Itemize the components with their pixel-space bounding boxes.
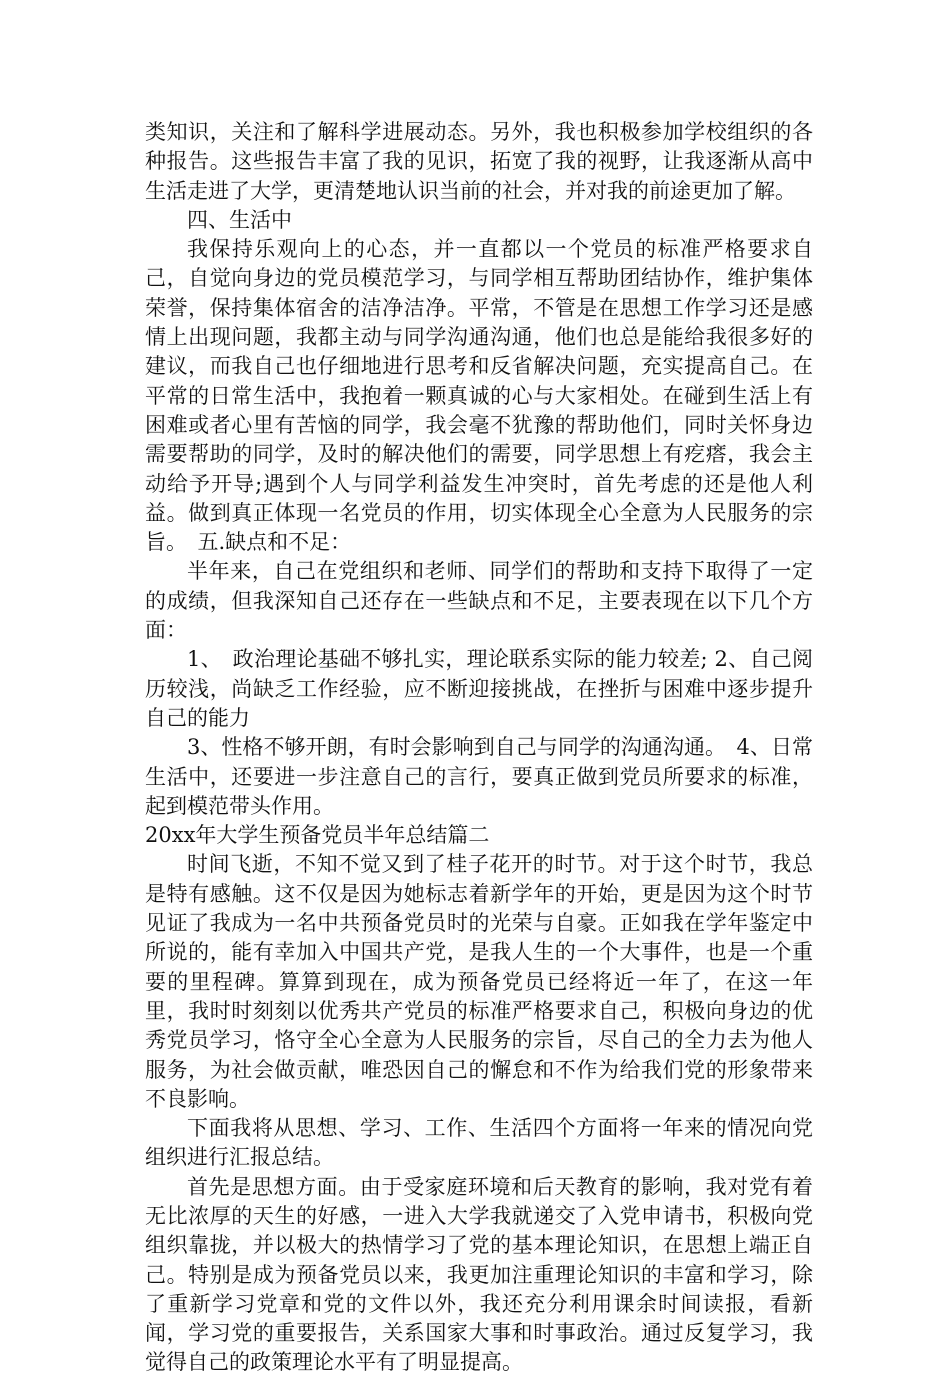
- paragraph-shortcomings-intro: 半年来，自己在党组织和老师、同学们的帮助和支持下取得了一定的成绩，但我深知自己还存在一些缺点和不足，主要表现在以下几个方面：: [145, 559, 813, 643]
- paragraph-shortcomings-3-4: 3、性格不够开朗，有时会影响到自己与同学的沟通沟通。 4、日常生活中，还要进一步注意自己的言行，要真正做到党员所要求的标准，起到模范带头作用。: [145, 735, 813, 818]
- paragraph-thought-aspect: 首先是思想方面。由于受家庭环境和后天教育的影响，我对党有着无比浓厚的天生的好感，一进入大学我就递交了入党申请书，积极向党组织靠拢，并以极大的热情学习了党的基本理论知识，在思想上端正自己。特别是成为预备党员以来，我更加注重理论知识的丰富和学习，除了重新学习党章和党的文件以外，我还充分利用课余时间读报，看新闻，学习党的重要报告，关系国家大事和时事政治。通过反复学习，我觉得自己的政策理论水平有了明显提高。: [145, 1174, 813, 1375]
- document-page: [145, 118, 813, 1378]
- section-heading-life: 四、生活中: [187, 207, 292, 232]
- paragraph-continued: 类知识，关注和了解科学进展动态。另外，我也积极参加学校组织的各种报告。这些报告丰富了我的见识，拓宽了我的视野，让我逐渐从高中生活走进了大学，更清楚地认识当前的社会，并对我的前途更加了解。: [145, 120, 813, 203]
- paragraph-shortcomings-1-2: 1、 政治理论基础不够扎实，理论联系实际的能力较差; 2、自己阅历较浅，尚缺乏工作经验，应不断迎接挑战，在挫折与困难中逐步提升自己的能力: [145, 647, 813, 730]
- article-title-part-two: 20xx年大学生预备党员半年总结篇二: [145, 823, 490, 848]
- paragraph-part-two-intro: 时间飞逝，不知不觉又到了桂子花开的时节。对于这个时节，我总是特有感触。这不仅是因为她标志着新学年的开始，更是因为这个时节见证了我成为一名中共预备党员时的光荣与自豪。正如我在学年鉴定中所说的，能有幸加入中国共产党，是我人生的一个大事件，也是一个重要的里程碑。算算到现在，成为预备党员已经将近一年了，在这一年里，我时时刻刻以优秀共产党员的标准严格要求自己，积极向身边的优秀党员学习，恪守全心全意为人民服务的宗旨，尽自己的全力去为他人服务，为社会做贡献，唯恐因自己的懈怠和不作为给我们党的形象带来不良影响。: [145, 852, 813, 1111]
- paragraph-report-outline: 下面我将从思想、学习、工作、生活四个方面将一年来的情况向党组织进行汇报总结。: [145, 1116, 813, 1170]
- paragraph-life: 我保持乐观向上的心态，并一直都以一个党员的标准严格要求自己，自觉向身边的党员模范学习，与同学相互帮助团结协作，维护集体荣誉，保持集体宿舍的洁净洁净。平常，不管是在思想工作学习还是感情上出现问题，我都主动与同学沟通沟通，他们也总是能给我很多好的建议，而我自己也仔细地进行思考和反省解决问题，充实提高自己。在平常的日常生活中，我抱着一颗真诚的心与大家相处。在碰到生活上有困难或者心里有苦恼的同学，我会毫不犹豫的帮助他们，同时关怀身边需要帮助的同学，及时的解决他们的需要，同学思想上有疙瘩，我会主动给予开导;遇到个人与同学利益发生冲突时，首先考虑的还是他人利益。做到真正体现一名党员的作用，切实体现全心全意为人民服务的宗旨。 五.缺点和不足：: [145, 237, 813, 555]
